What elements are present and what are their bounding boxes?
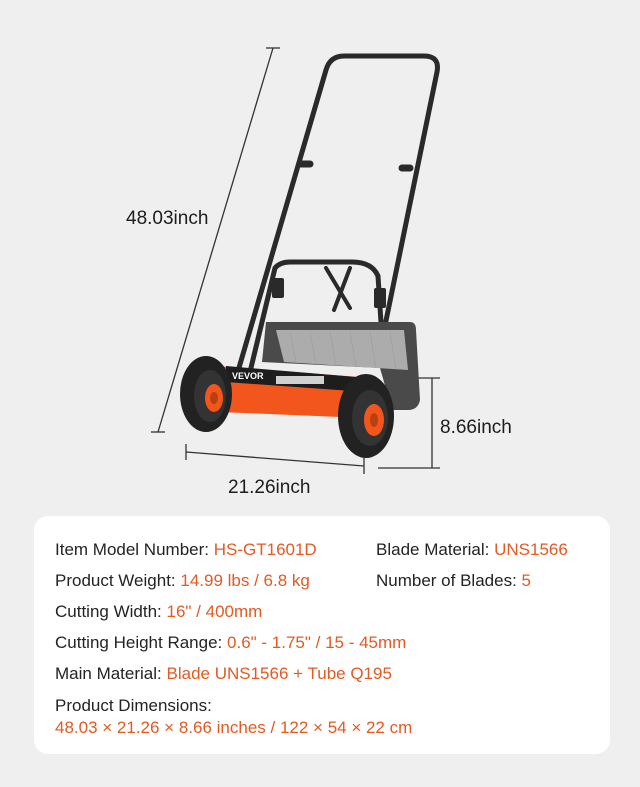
width-dimension-line	[186, 444, 364, 474]
spec-main-material-value: Blade UNS1566 + Tube Q195	[166, 664, 392, 683]
spec-blades-label: Number of Blades:	[376, 571, 517, 590]
spec-blade-material-label: Blade Material:	[376, 540, 490, 559]
spec-cutting-width-value: 16" / 400mm	[166, 602, 263, 621]
spec-model-label: Item Model Number:	[55, 540, 209, 559]
spec-model	[55, 540, 317, 560]
spec-blades	[376, 571, 531, 591]
spec-cutting-width-label: Cutting Width:	[55, 602, 162, 621]
spec-dimensions-value-row	[55, 718, 412, 738]
wheel-left	[180, 356, 232, 432]
spec-blade-material-value: UNS1566	[494, 540, 568, 559]
spec-dimensions-label: Product Dimensions:	[55, 696, 212, 715]
specs-card	[34, 516, 610, 754]
depth-dimension-label: 8.66inch	[440, 417, 512, 438]
spec-weight-label: Product Weight:	[55, 571, 176, 590]
spec-main-material-label: Main Material:	[55, 664, 162, 683]
spec-blade-material	[376, 540, 568, 560]
height-dimension-label: 48.03inch	[126, 208, 209, 229]
spec-model-value: HS-GT1601D	[213, 540, 317, 559]
width-dimension-label: 21.26inch	[228, 477, 311, 498]
wheel-right	[338, 374, 394, 458]
spec-cutting-width	[55, 602, 262, 622]
spec-weight-value: 14.99 lbs / 6.8 kg	[180, 571, 310, 590]
spec-cutting-height-value: 0.6" - 1.75" / 15 - 45mm	[227, 633, 407, 652]
spec-cutting-height-label: Cutting Height Range:	[55, 633, 223, 652]
spec-main-material	[55, 664, 392, 684]
brand-logo: VEVOR	[232, 371, 264, 381]
handle-clamp-left	[272, 278, 284, 298]
spec-dimensions-value: 48.03 × 21.26 × 8.66 inches / 122 × 54 × 22 cm	[55, 718, 413, 737]
spec-blades-value: 5	[521, 571, 531, 590]
handle-clamp-right	[374, 288, 386, 308]
spec-cutting-height	[55, 633, 406, 653]
spec-weight	[55, 571, 310, 591]
